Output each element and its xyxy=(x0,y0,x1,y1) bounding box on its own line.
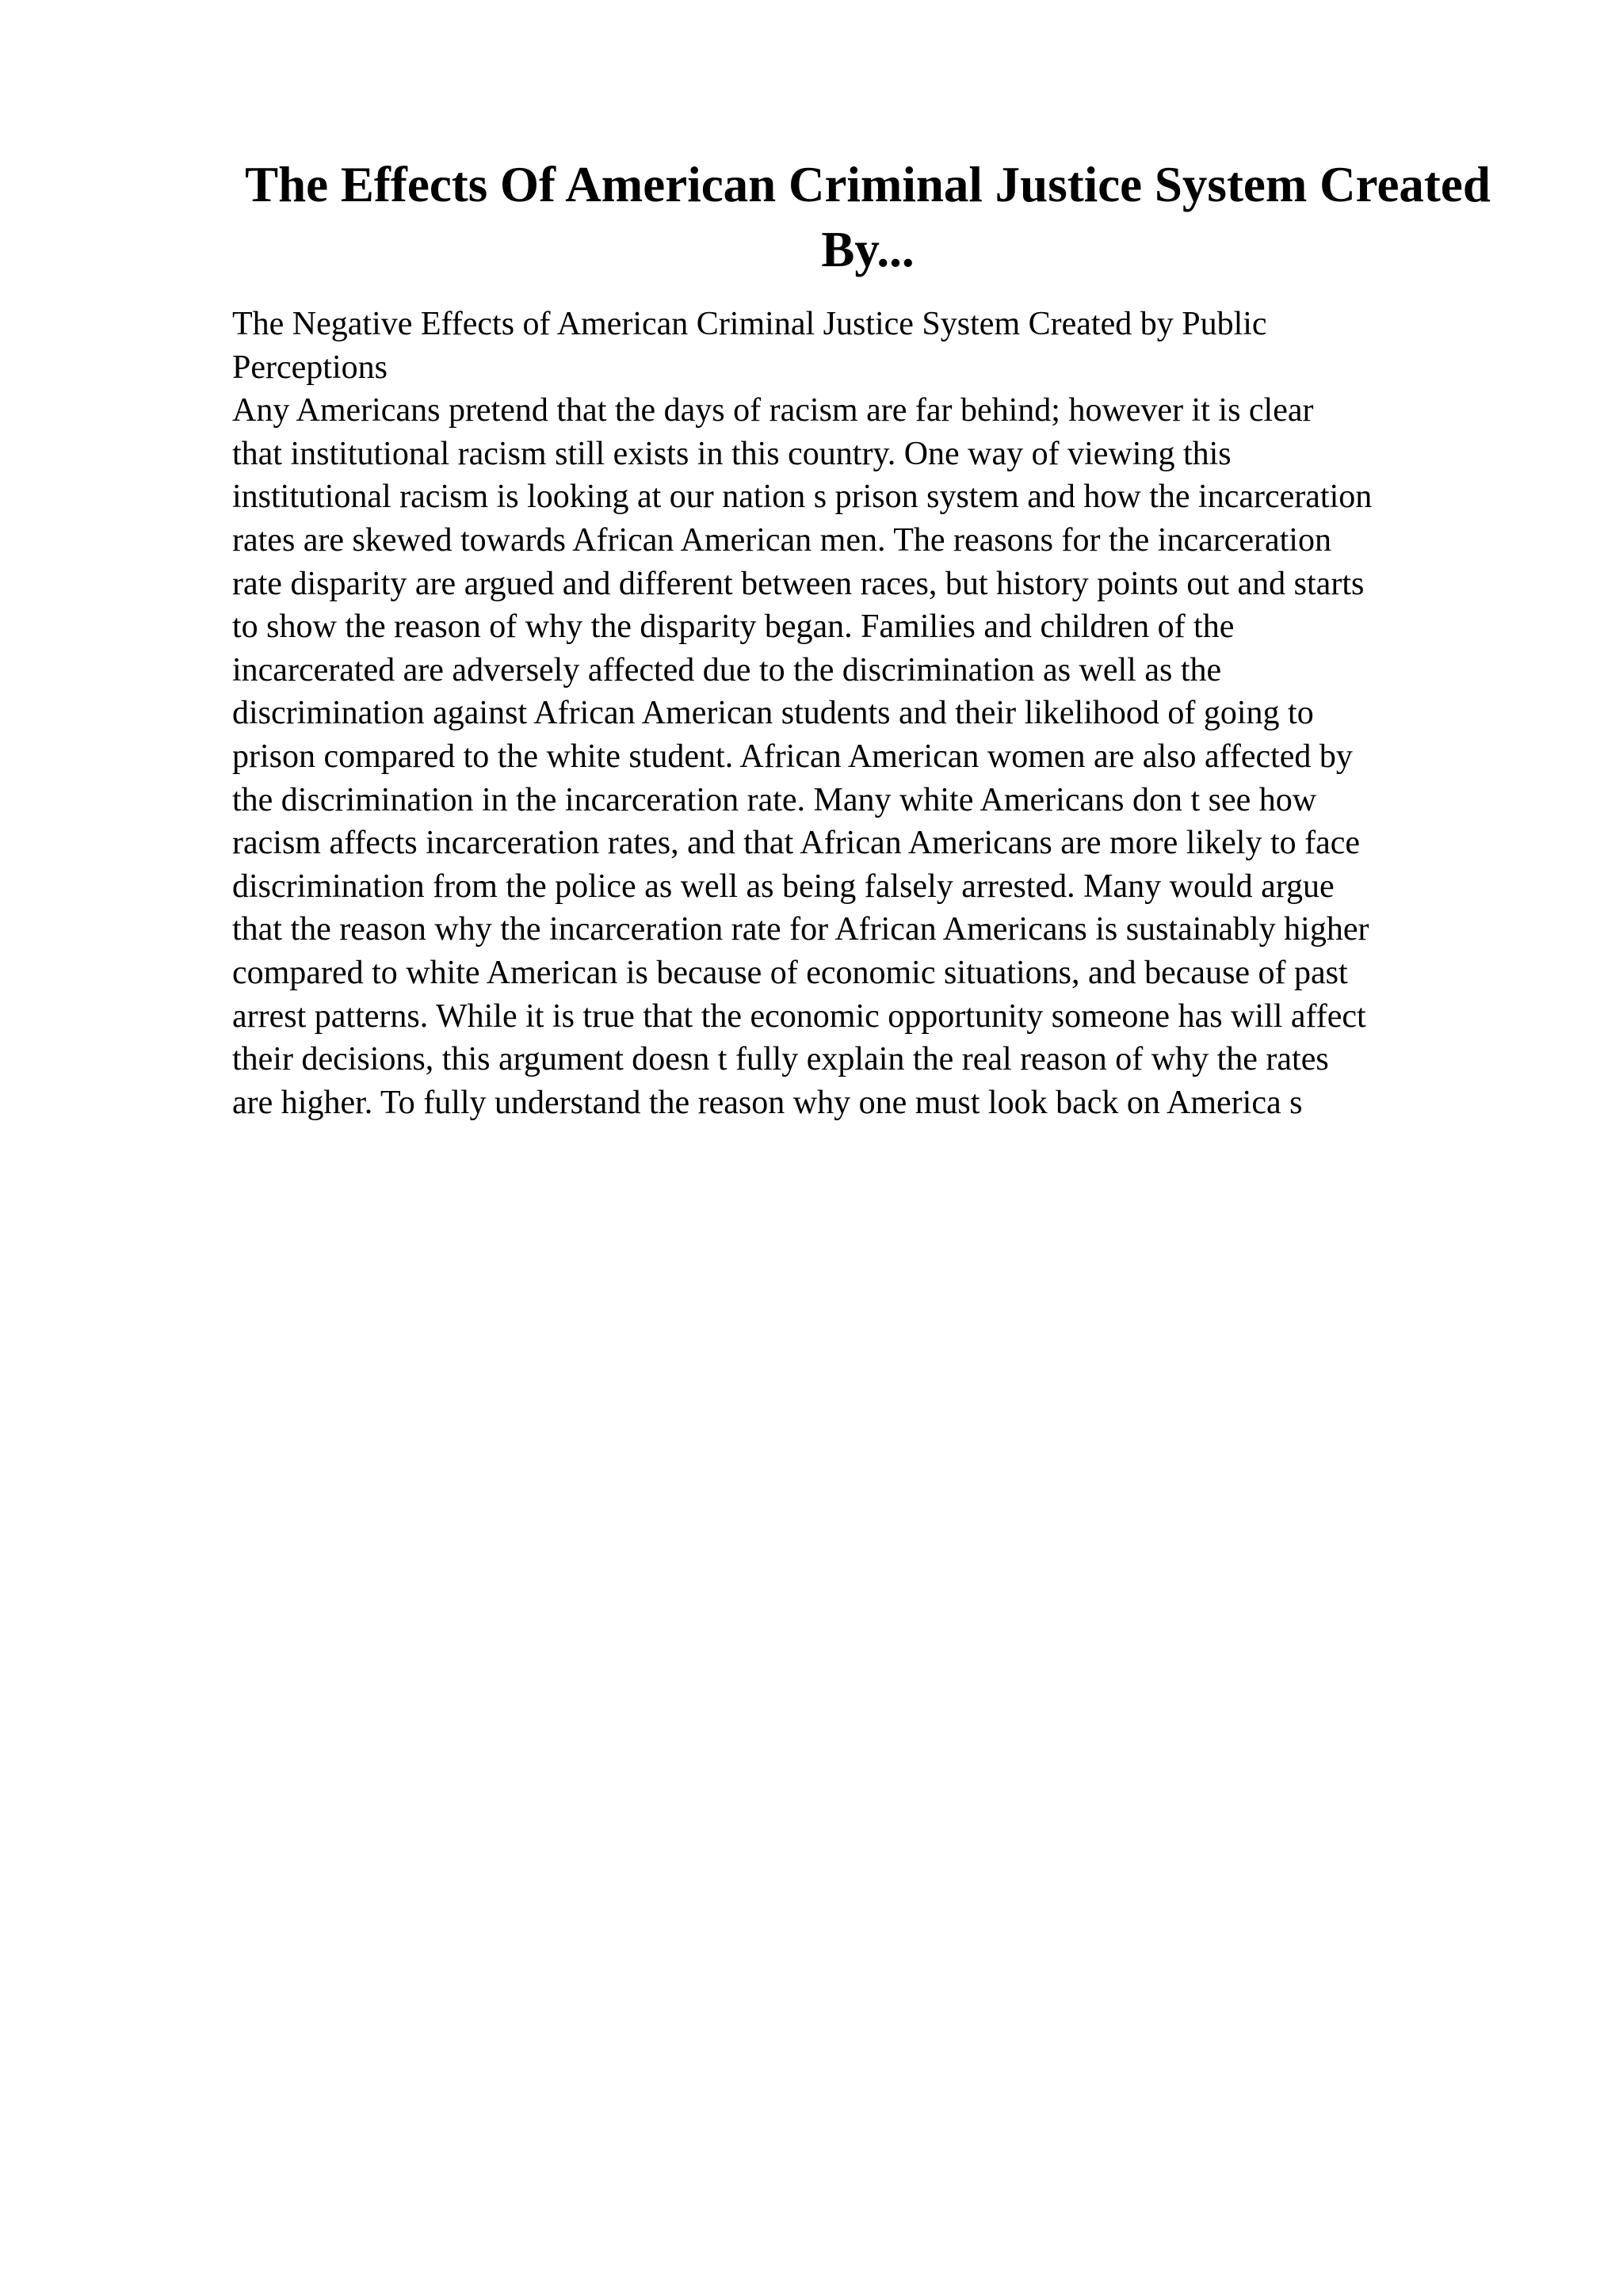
body-line: that the reason why the incarceration rate for African Americans is sustainably higher xyxy=(232,911,1369,948)
body-line: compared to white American is because of economic situations, and because of past xyxy=(232,954,1348,991)
subtitle-line: The Negative Effects of American Criminal Justice System Created by Public xyxy=(232,306,1267,342)
body-line: their decisions, this argument doesn t fully explain the real reason of why the rates xyxy=(232,1041,1329,1078)
document-body xyxy=(232,303,1516,1124)
title-line: The Effects Of American Criminal Justice System Created xyxy=(245,157,1491,212)
document-title xyxy=(238,152,1498,282)
body-line: to show the reason of why the disparity began. Families and children of the xyxy=(232,608,1235,646)
body-line: that institutional racism still exists in this country. One way of viewing this xyxy=(232,435,1232,472)
body-line: incarcerated are adversely affected due to the discrimination as well as the xyxy=(232,651,1222,688)
body-line: Any Americans pretend that the days of racism are far behind; however it is clear xyxy=(232,392,1314,429)
body-line: discrimination from the police as well as being falsely arrested. Many would argue xyxy=(232,868,1335,905)
body-line: racism affects incarceration rates, and that African Americans are more likely to face xyxy=(232,825,1361,862)
subtitle-line: Perceptions xyxy=(232,349,388,386)
body-line: prison compared to the white student. African American women are also affected by xyxy=(232,738,1353,775)
body-line: are higher. To fully understand the reason why one must look back on America s xyxy=(232,1084,1303,1121)
body-line: discrimination against African American students and their likelihood of going to xyxy=(232,695,1314,732)
body-line: rates are skewed towards African American men. The reasons for the incarceration xyxy=(232,521,1331,559)
title-line: By... xyxy=(821,222,915,277)
body-line: the discrimination in the incarceration rate. Many white Americans don t see how xyxy=(232,781,1317,818)
body-line: arrest patterns. While it is true that the economic opportunity someone has will affect xyxy=(232,997,1366,1035)
body-line: institutional racism is looking at our nation s prison system and how the incarceration xyxy=(232,479,1373,516)
body-line: rate disparity are argued and different between races, but history points out and starts xyxy=(232,565,1365,602)
